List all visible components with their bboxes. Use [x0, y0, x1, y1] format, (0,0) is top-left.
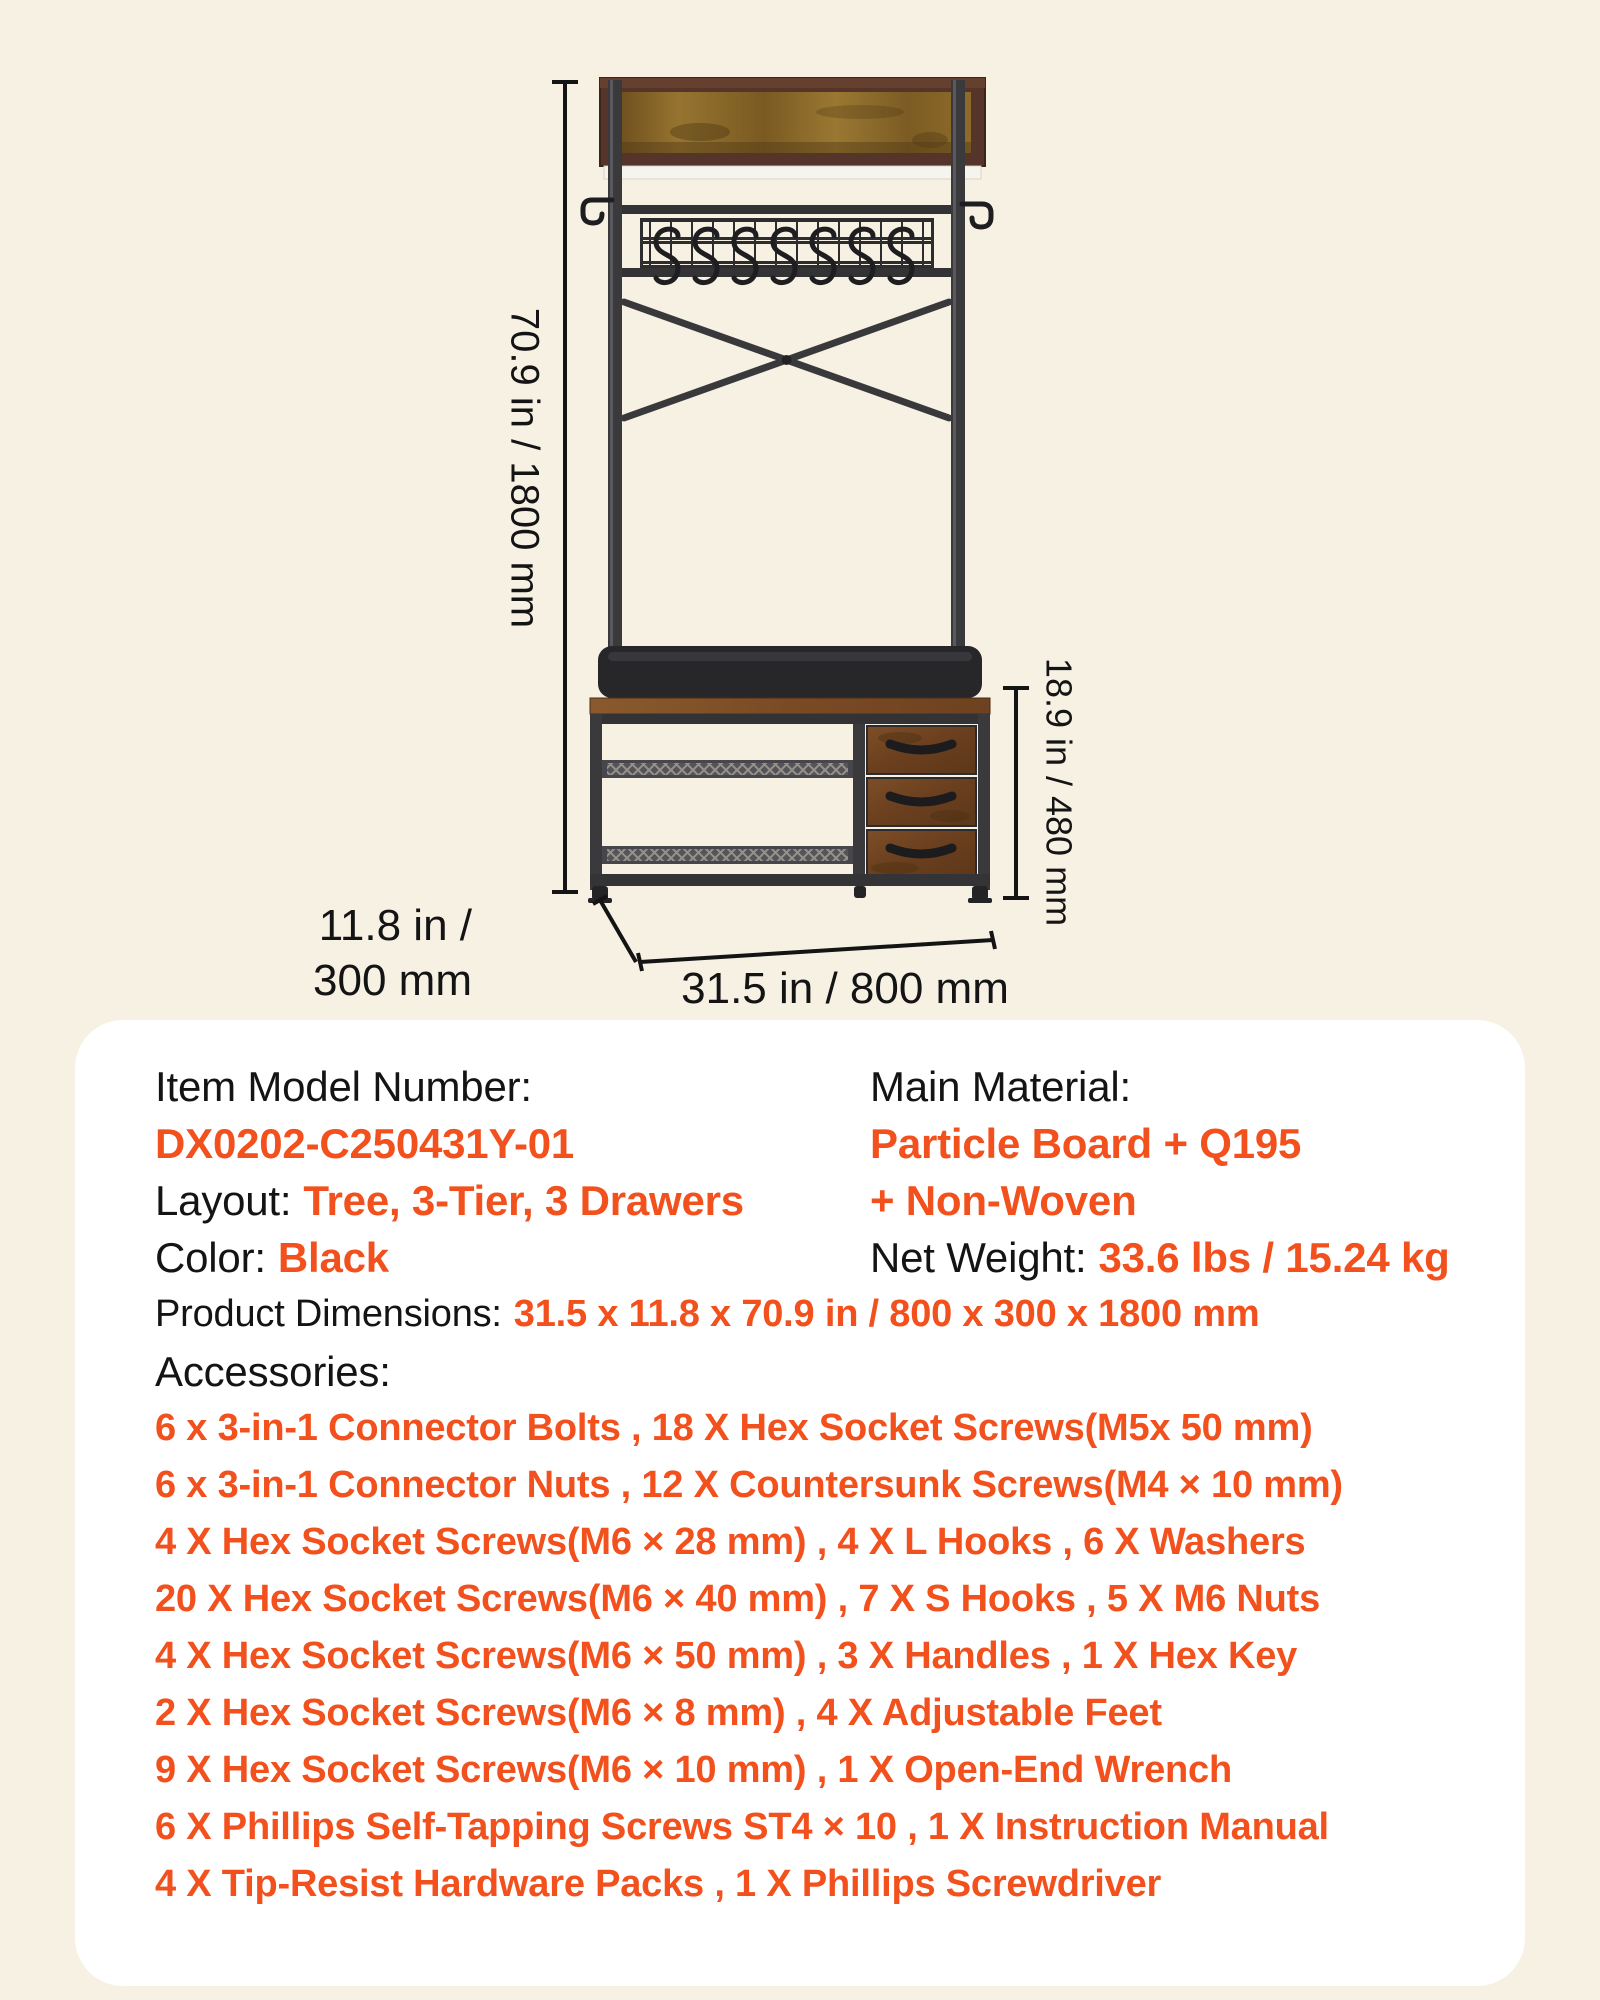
spec-card	[75, 1020, 1525, 1986]
bench	[588, 646, 992, 903]
color-value: Black	[277, 1234, 389, 1281]
weight-label: Net Weight:	[870, 1234, 1087, 1281]
accessory-line: 2 X Hex Socket Screws(M6 × 8 mm) , 4 X Adjustable Feet	[155, 1692, 1162, 1734]
height-dimension-label: 70.9 in / 1800 mm	[502, 307, 547, 629]
l-hook-right-icon	[962, 204, 991, 227]
l-hook-left-icon	[583, 200, 612, 223]
bench-seat-board	[590, 698, 990, 714]
spec-full-width-block	[155, 1286, 1485, 1913]
material-value-row-2	[870, 1172, 1450, 1229]
dimension-bench-height	[1003, 688, 1029, 898]
adjustable-feet	[588, 886, 992, 903]
material-value-line1: Particle Board + Q195	[870, 1120, 1302, 1167]
dimension-height	[552, 82, 578, 892]
dimension-depth	[593, 896, 636, 962]
spec-left-column	[155, 1058, 744, 1286]
material-label: Main Material:	[870, 1063, 1131, 1110]
accessory-line: 4 X Tip-Resist Hardware Packs , 1 X Phillips Screwdriver	[155, 1863, 1162, 1905]
spec-right-column	[870, 1058, 1450, 1286]
accessory-line: 6 x 3-in-1 Connector Nuts , 12 X Countersunk Screws(M4 × 10 mm)	[155, 1464, 1343, 1506]
layout-row	[155, 1172, 744, 1229]
weight-row	[870, 1229, 1450, 1286]
accessories-label-row	[155, 1343, 1485, 1400]
accessory-line: 6 x 3-in-1 Connector Bolts , 18 X Hex Socket Screws(M5x 50 mm)	[155, 1407, 1313, 1449]
model-number-value: DX0202-C250431Y-01	[155, 1120, 575, 1167]
accessory-line: 6 X Phillips Self-Tapping Screws ST4 × 10 , 1 X Instruction Manual	[155, 1806, 1329, 1848]
accessory-line: 4 X Hex Socket Screws(M6 × 50 mm) , 3 X Handles , 1 X Hex Key	[155, 1635, 1298, 1677]
color-label: Color:	[155, 1234, 266, 1281]
model-number-label	[155, 1058, 744, 1115]
x-brace	[624, 302, 949, 418]
accessory-line: 9 X Hex Socket Screws(M6 × 10 mm) , 1 X Open-End Wrench	[155, 1749, 1232, 1791]
dimensions-row	[155, 1286, 1485, 1343]
bench-height-dimension-label: 18.9 in / 480 mm	[1038, 657, 1080, 927]
accessory-line: 4 X Hex Socket Screws(M6 × 28 mm) , 4 X L Hooks , 6 X Washers	[155, 1521, 1306, 1563]
width-dimension-label: 31.5 in / 800 mm	[681, 964, 1009, 1012]
drawer-3	[867, 830, 976, 878]
layout-label: Layout:	[155, 1177, 292, 1224]
mesh-shelf-top	[602, 760, 853, 778]
material-label-row	[870, 1058, 1450, 1115]
drawer-stack	[867, 726, 976, 878]
weight-value: 33.6 lbs / 15.24 kg	[1098, 1234, 1450, 1281]
model-number-value-row	[155, 1115, 744, 1172]
material-value-line2: + Non-Woven	[870, 1177, 1137, 1224]
top-shelf-box	[600, 78, 985, 179]
accessories-label: Accessories:	[155, 1348, 391, 1395]
depth-dimension-label-line1: 11.8 in /	[318, 901, 472, 950]
dimensions-label: Product Dimensions:	[155, 1293, 502, 1335]
material-value-row-1	[870, 1115, 1450, 1172]
color-row	[155, 1229, 744, 1286]
shelf-underboard	[604, 166, 981, 179]
layout-value: Tree, 3-Tier, 3 Drawers	[303, 1177, 744, 1224]
drawer-2	[867, 778, 976, 826]
drawer-1	[867, 726, 976, 774]
hook-grid-panel	[622, 205, 951, 277]
model-number-label-text: Item Model Number:	[155, 1063, 532, 1110]
accessory-line: 20 X Hex Socket Screws(M6 × 40 mm) , 7 X S Hooks , 5 X M6 Nuts	[155, 1578, 1321, 1620]
depth-dimension-label-line2: 300 mm	[313, 956, 472, 1005]
mesh-shelf-bottom	[602, 846, 853, 864]
dimensions-value: 31.5 x 11.8 x 70.9 in / 800 x 300 x 1800 mm	[513, 1293, 1260, 1335]
hall-tree-drawing	[583, 78, 992, 903]
